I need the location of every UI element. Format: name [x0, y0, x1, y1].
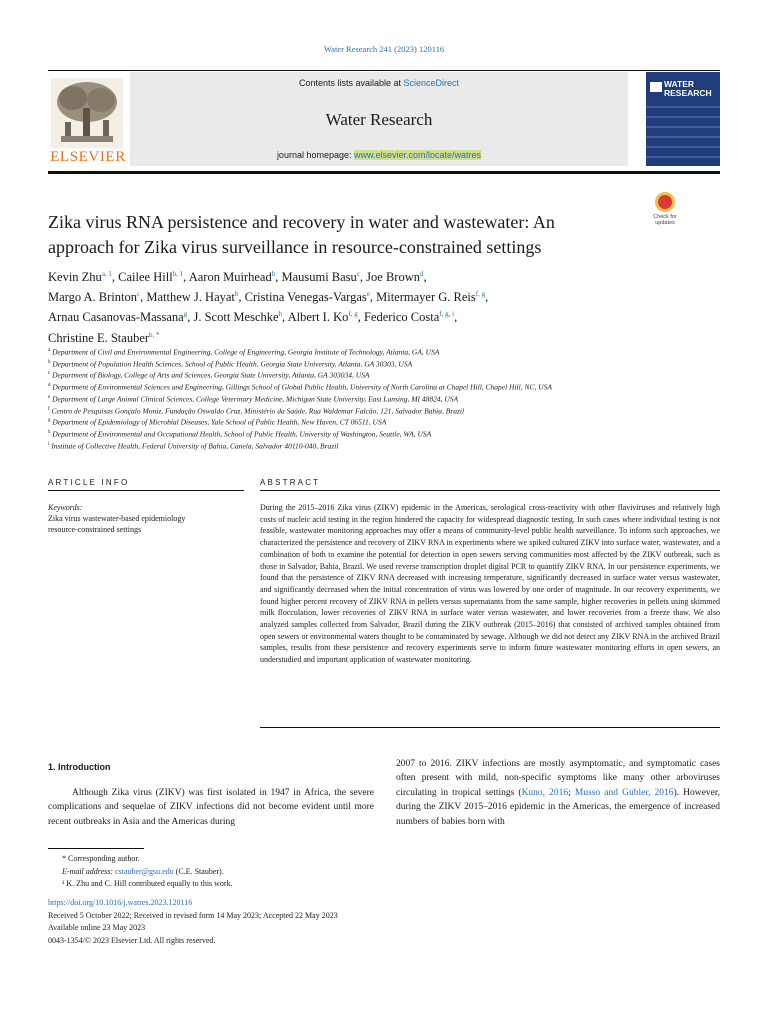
update-badge-line2: updates	[655, 220, 675, 226]
affiliation-text: Department of Civil and Environmental Engineering, College of Engineering, Georgia Institute of Technology, Atlanta, GA, USA	[52, 347, 440, 357]
affiliation-marker: b	[48, 359, 51, 365]
reference-link[interactable]: Kuno, 2016	[521, 787, 569, 798]
journal-cover[interactable]	[646, 72, 720, 166]
received-dates: Received 5 October 2022; Received in revised form 14 May 2023; Accepted 22 May 2023	[48, 910, 338, 920]
author-name[interactable]: Mausumi Basu	[281, 270, 357, 285]
equal-contribution-note: ¹ K. Zhu and C. Hill contributed equally to this work.	[62, 879, 233, 888]
cover-stripe	[646, 106, 720, 108]
available-online: Available online 23 May 2023	[48, 923, 146, 932]
affiliation-marker: g	[48, 418, 51, 424]
contents-line	[130, 78, 628, 88]
journal-masthead	[48, 70, 720, 168]
author	[281, 270, 359, 284]
article-info-rule	[48, 490, 244, 491]
email-note	[48, 866, 448, 879]
affiliation-list	[48, 346, 708, 451]
author	[48, 270, 112, 284]
affiliation-marker: f	[48, 406, 50, 412]
journal-title[interactable]: Water Research	[325, 110, 433, 129]
author	[118, 270, 183, 284]
cover-title-line2: RESEARCH	[664, 88, 712, 98]
journal-homepage-link[interactable]: www.elsevier.com/locate/watres	[354, 150, 482, 160]
abstract-heading: ABSTRACT	[260, 478, 321, 487]
author-affiliation-marker[interactable]: b	[271, 270, 276, 278]
author-affiliation-marker[interactable]: f, g	[475, 290, 486, 299]
cover-stripe	[646, 146, 720, 148]
affiliation-marker: i	[48, 441, 50, 447]
affiliation-marker: a	[48, 348, 51, 353]
author-list: Kevin Zhu$^{a, 1}$, Cailee Hill$^{b, 1}$, Aaron Muirhead$^b$, Mausumi Basu$^c$, Joe Brown$^d$, Margo A. Brinton$^c$, Matthew J. Hayat$^b$, Cristina Venegas-Vargas$^e$, Mitermayer G. Reis$^{f, g}$, Arnau Casanovas-Massana$^g$, J. Scott Meschke$^h$, Albert I. Ko$^{f, g}$, Federico Costa$^{f, g, i}$, Christine E. Stauber$^{b, *}$	[48, 270, 489, 345]
author	[366, 270, 423, 284]
keyword-item: Zika virus wastewater-based epidemiology	[48, 514, 186, 523]
affiliation-marker: e	[48, 394, 51, 400]
affiliation-text: Department of Environmental Sciences and Engineering, Gillings School of Global Public Health, University of North Carolina at Chapel Hill, Chapel Hill, NC, USA	[52, 382, 552, 392]
author-name[interactable]: Albert I. Ko	[287, 310, 349, 325]
email-link[interactable]: cstauber@gsu.edu	[115, 866, 174, 876]
masthead-top-rule	[48, 70, 720, 71]
affiliation-item	[48, 393, 708, 405]
footnote-rule	[48, 848, 144, 849]
introduction-left-column: Although Zika virus (ZIKV) was first isolated in 1947 in Africa, the severe complications and sequelae of ZIKV infections did not become evident until more recent outbreaks in Asia and the Americas during	[48, 788, 374, 827]
email-suffix: (C.E. Stauber).	[173, 866, 224, 876]
cover-stripe	[646, 116, 720, 118]
article-title: Zika virus RNA persistence and recovery in water and wastewater: An approach for Zika virus surveillance in resource-constrained settings	[48, 212, 555, 257]
check-for-updates-badge[interactable]	[646, 192, 684, 234]
author	[364, 310, 454, 324]
author-affiliation-marker[interactable]: h	[278, 310, 283, 319]
affiliation-item	[48, 428, 708, 440]
elsevier-wordmark: ELSEVIER	[50, 149, 126, 165]
abstract-text: During the 2015–2016 Zika virus (ZIKV) epidemic in the Americas, serological cross-reactivity with other flaviviruses and relatively high costs of nucleic acid testing in the region hindered the capacity for widespread diagnostic testing. In such cases where individual testing is not feasible, wastewater monitoring approaches may offer a means of community-level public health surveillance. To inform such approaches, we characterized the persistence and recovery of ZIKV RNA in experiments where we spiked cultured ZIKV into surface water, wastewater, and a combination of both to examine the potential for detection in open sewers serving communities most affected by the ZIKV outbreak, such as those in Salvador, Bahia, Brazil. We used reverse transcription droplet digital PCR to quantify ZIKV RNA. In our persistence experiments, we found that the persistence of ZIKV RNA decreased with increasing temperature, significantly decreased in surface water versus wastewater, and significantly decreased when the initial concentration of virus was lowered by one order of magnitude. In our recovery experiments, we found higher percent recovery of ZIKV RNA in pellets versus supernatants from the same sample, higher recoveries in pellets using skimmed milk flocculation, lower recoveries of ZIKV RNA in surface water versus wastewater, and lower recoveries from a freeze thaw. We also analyzed samples collected from Salvador, Brazil during the ZIKV outbreak (2015–2016) that consisted of archived samples obtained from open sewers or environmental waters thought to be contaminated by sewage. Although we did not detect any ZIKV RNA in the archived Brazil samples, results from these persistence and recovery experiments serve to inform future wastewater monitoring efforts in open sewers, an understudied and important application of wastewater monitoring.	[260, 503, 720, 665]
reference-separator: ;	[568, 787, 575, 798]
contents-prefix: Contents lists available at	[298, 78, 404, 88]
author	[245, 290, 370, 304]
intro-text: ). However, during the ZIKV 2015–2016 epidemic in the Americas, the emergence of increased numbers of babies born with	[396, 787, 720, 827]
author	[193, 310, 282, 324]
affiliation-item	[48, 346, 708, 358]
article-info-heading: ARTICLE INFO	[48, 478, 130, 487]
author-name[interactable]: Aaron Muirhead	[188, 270, 272, 285]
author-affiliation-marker[interactable]: c	[137, 290, 141, 299]
author-name[interactable]: Christine E. Stauber	[48, 330, 150, 345]
homepage-line	[130, 150, 628, 160]
affiliation-marker: d	[48, 383, 51, 389]
author-name[interactable]: J. Scott Meschke	[193, 310, 279, 325]
iwa-logo-icon	[650, 82, 662, 92]
email-label: E-mail address:	[62, 866, 116, 876]
author-name[interactable]: Margo A. Brinton	[48, 290, 138, 305]
publication-info	[48, 897, 548, 947]
author-affiliation-marker[interactable]: e	[366, 290, 370, 299]
author-name[interactable]: Kevin Zhu	[48, 270, 102, 285]
check-updates-icon	[655, 192, 675, 212]
cover-stripe	[646, 136, 720, 138]
author-name[interactable]: Cristina Venegas-Vargas	[244, 290, 367, 305]
elsevier-tree-icon	[51, 78, 123, 148]
reference-link[interactable]: Musso and Gubler, 2016	[574, 787, 674, 798]
abstract-bottom-rule	[260, 727, 720, 728]
author-affiliation-marker[interactable]: b, *	[149, 330, 160, 339]
affiliation-text: Department of Epidemiology of Microbial Diseases, Yale School of Public Health, New Haven, CT 06511, USA	[52, 417, 387, 427]
affiliation-text: Institute of Collective Health, Federal University of Bahia, Canela, Salvador 40110-040, Brazil	[51, 441, 339, 451]
author	[189, 270, 275, 284]
affiliation-item	[48, 369, 708, 381]
cover-stripe	[646, 156, 720, 158]
doi-link[interactable]: https://doi.org/10.1016/j.watres.2023.120116	[48, 898, 193, 907]
elsevier-logo[interactable]	[48, 72, 128, 166]
introduction-right-column	[396, 757, 720, 829]
author	[288, 310, 358, 324]
author	[48, 290, 140, 304]
affiliation-item	[48, 405, 708, 417]
corresponding-author-note: * Corresponding author.	[62, 854, 140, 863]
affiliation-text: Department of Population Health Sciences, School of Public Health, Georgia State University, Atlanta, GA 30303, USA	[52, 359, 413, 369]
cover-title	[664, 80, 712, 98]
author	[146, 290, 238, 304]
footnotes	[48, 853, 448, 891]
cover-title-line1: WATER	[664, 79, 695, 89]
keywords-label: Keywords:	[48, 503, 83, 512]
affiliation-text: Department of Environmental and Occupational Health, School of Public Health, University of Washington, Seattle, WA, USA	[52, 429, 432, 439]
author-name[interactable]: Federico Costa	[363, 310, 440, 325]
affiliation-item	[48, 416, 708, 428]
author-affiliation-marker[interactable]: a, 1	[101, 270, 112, 278]
affiliation-marker: c	[48, 371, 51, 377]
introduction-heading: 1. Introduction	[48, 762, 111, 772]
author-name[interactable]: Mitermayer G. Reis	[376, 290, 476, 305]
author-affiliation-marker[interactable]: c	[356, 270, 360, 278]
author-affiliation-marker[interactable]: f, g	[348, 310, 358, 319]
journal-citation[interactable]: Water Research 241 (2023) 120116	[323, 44, 445, 54]
author-name[interactable]: Joe Brown	[366, 270, 420, 285]
affiliation-marker: h	[48, 429, 51, 435]
author-name[interactable]: Cailee Hill	[118, 270, 173, 285]
intro-text: 2007 to 2016. ZIKV infections are mostly asymptomatic, and symptomatic cases often present with mild, non-specific symptoms like many other arboviruses circulating in tropical settings (	[396, 759, 720, 798]
abstract-rule	[260, 490, 720, 491]
masthead-bottom-rule	[48, 171, 720, 174]
masthead-banner	[130, 72, 628, 166]
affiliation-text: Department of Biology, College of Arts and Sciences, Georgia State University, Atlanta, GA 303034, USA	[52, 370, 370, 380]
author	[48, 331, 160, 345]
update-badge-line1: Check for	[653, 214, 677, 220]
author-affiliation-marker[interactable]: d	[420, 270, 424, 278]
author	[376, 290, 485, 304]
affiliation-item	[48, 381, 708, 393]
author-affiliation-marker[interactable]: b, 1	[172, 270, 184, 278]
affiliation-text: Department of Large Animal Clinical Sciences, College Veterinary Medicine, Michigan State University, East Lansing, MI 48824, USA	[52, 394, 459, 404]
copyright-line: 0043-1354/© 2023 Elsevier Ltd. All rights reserved.	[48, 935, 216, 945]
author-affiliation-marker[interactable]: f, g, i	[439, 310, 455, 319]
cover-stripe	[646, 126, 720, 128]
affiliation-text: Centro de Pesquisas Gonçalo Moniz, Fundação Oswaldo Cruz, Ministério da Saúde, Rua Waldemar Falcão, 121, Salvador Bahia, Brazil	[51, 406, 465, 416]
author-affiliation-marker[interactable]: g	[183, 310, 188, 319]
keyword-item: resource-constrained settings	[48, 525, 142, 534]
author-affiliation-marker[interactable]: b	[234, 290, 239, 299]
author	[48, 310, 187, 324]
affiliation-item	[48, 440, 708, 452]
author-name[interactable]: Arnau Casanovas-Massana	[48, 310, 184, 325]
sciencedirect-link[interactable]: ScienceDirect	[403, 78, 460, 88]
homepage-prefix: journal homepage:	[276, 150, 354, 160]
keywords-block	[48, 502, 244, 535]
author-name[interactable]: Matthew J. Hayat	[146, 290, 235, 305]
affiliation-item	[48, 358, 708, 370]
